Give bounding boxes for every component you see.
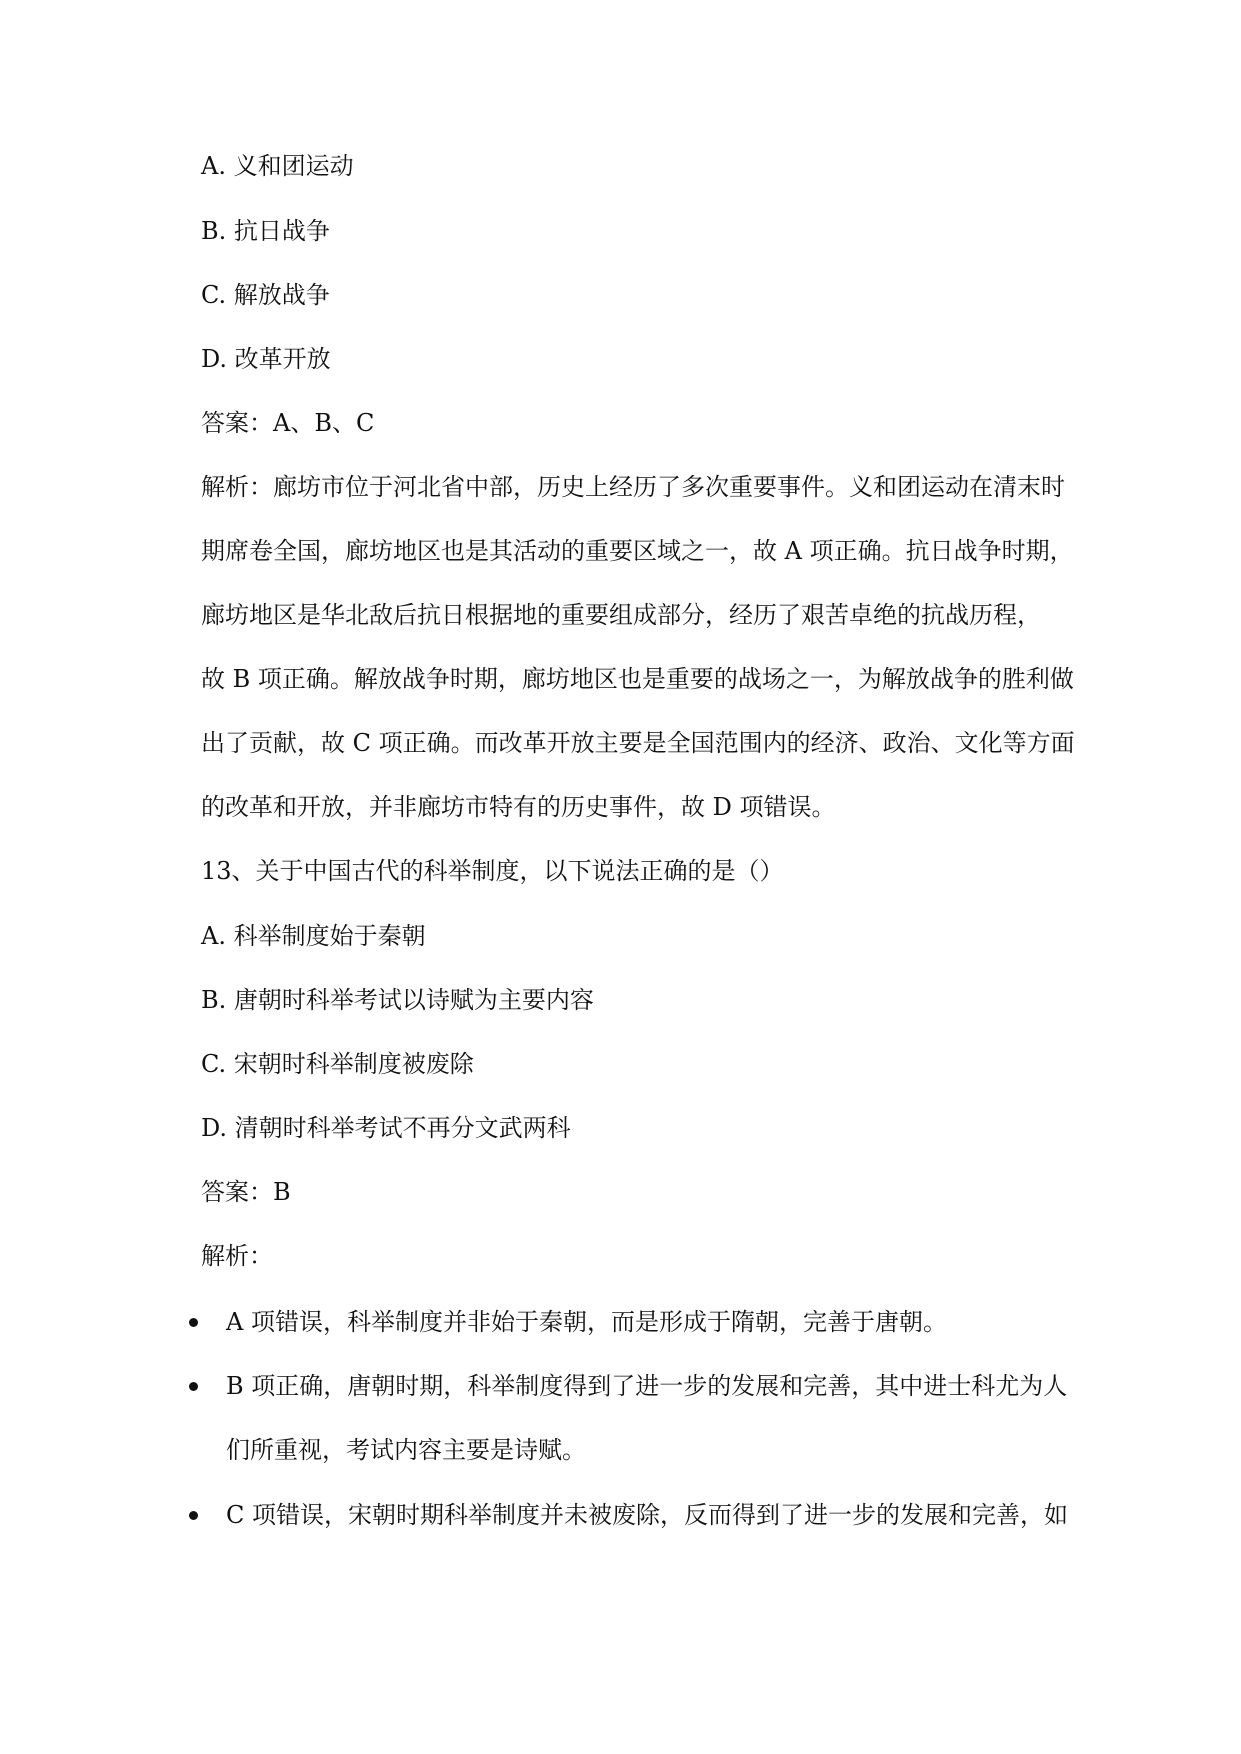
q12-analysis-line: 的改革和开放，并非廊坊市特有的历史事件，故 D 项错误。 <box>201 793 836 821</box>
bullet-icon <box>189 1511 198 1520</box>
q13-option-c: C. 宋朝时科举制度被废除 <box>201 1050 474 1078</box>
q13-bullet-item: B 项正确，唐朝时期，科举制度得到了进一步的发展和完善，其中进士科尤为人 <box>226 1372 1068 1400</box>
q12-analysis-line: 廊坊地区是华北敌后抗日根据地的重要组成部分，经历了艰苦卓绝的抗战历程， <box>201 601 1041 629</box>
q13-bullet-item: C 项错误，宋朝时期科举制度并未被废除，反而得到了进一步的发展和完善，如 <box>226 1501 1068 1529</box>
bullet-icon <box>189 1318 198 1327</box>
q13-bullet-item: A 项错误，科举制度并非始于秦朝，而是形成于隋朝，完善于唐朝。 <box>226 1308 947 1336</box>
q13-analysis-label: 解析： <box>201 1242 273 1270</box>
q13-option-a: A. 科举制度始于秦朝 <box>201 922 426 950</box>
q13-option-d: D. 清朝时科举考试不再分文武两科 <box>201 1114 571 1142</box>
q12-analysis-line: 故 B 项正确。解放战争时期，廊坊地区也是重要的战场之一，为解放战争的胜利做 <box>201 665 1074 693</box>
q12-option-b: B. 抗日战争 <box>201 217 330 245</box>
q13-bullet-continuation: 们所重视，考试内容主要是诗赋。 <box>226 1436 586 1464</box>
q12-option-a: A. 义和团运动 <box>201 152 354 180</box>
q12-option-d: D. 改革开放 <box>201 345 331 373</box>
q12-option-c: C. 解放战争 <box>201 281 330 309</box>
q13-option-b: B. 唐朝时科举考试以诗赋为主要内容 <box>201 986 594 1014</box>
q13-question: 13、关于中国古代的科举制度，以下说法正确的是（） <box>201 857 784 885</box>
q13-answer: 答案：B <box>201 1178 291 1206</box>
bullet-icon <box>189 1382 198 1391</box>
q12-answer: 答案：A、B、C <box>201 409 375 437</box>
q12-analysis-line: 期席卷全国，廊坊地区也是其活动的重要区域之一，故 A 项正确。抗日战争时期， <box>201 537 1074 565</box>
q12-analysis-line: 出了贡献，故 C 项正确。而改革开放主要是全国范围内的经济、政治、文化等方面 <box>201 729 1075 757</box>
q12-analysis-line: 解析：廊坊市位于河北省中部，历史上经历了多次重要事件。义和团运动在清末时 <box>201 473 1065 501</box>
